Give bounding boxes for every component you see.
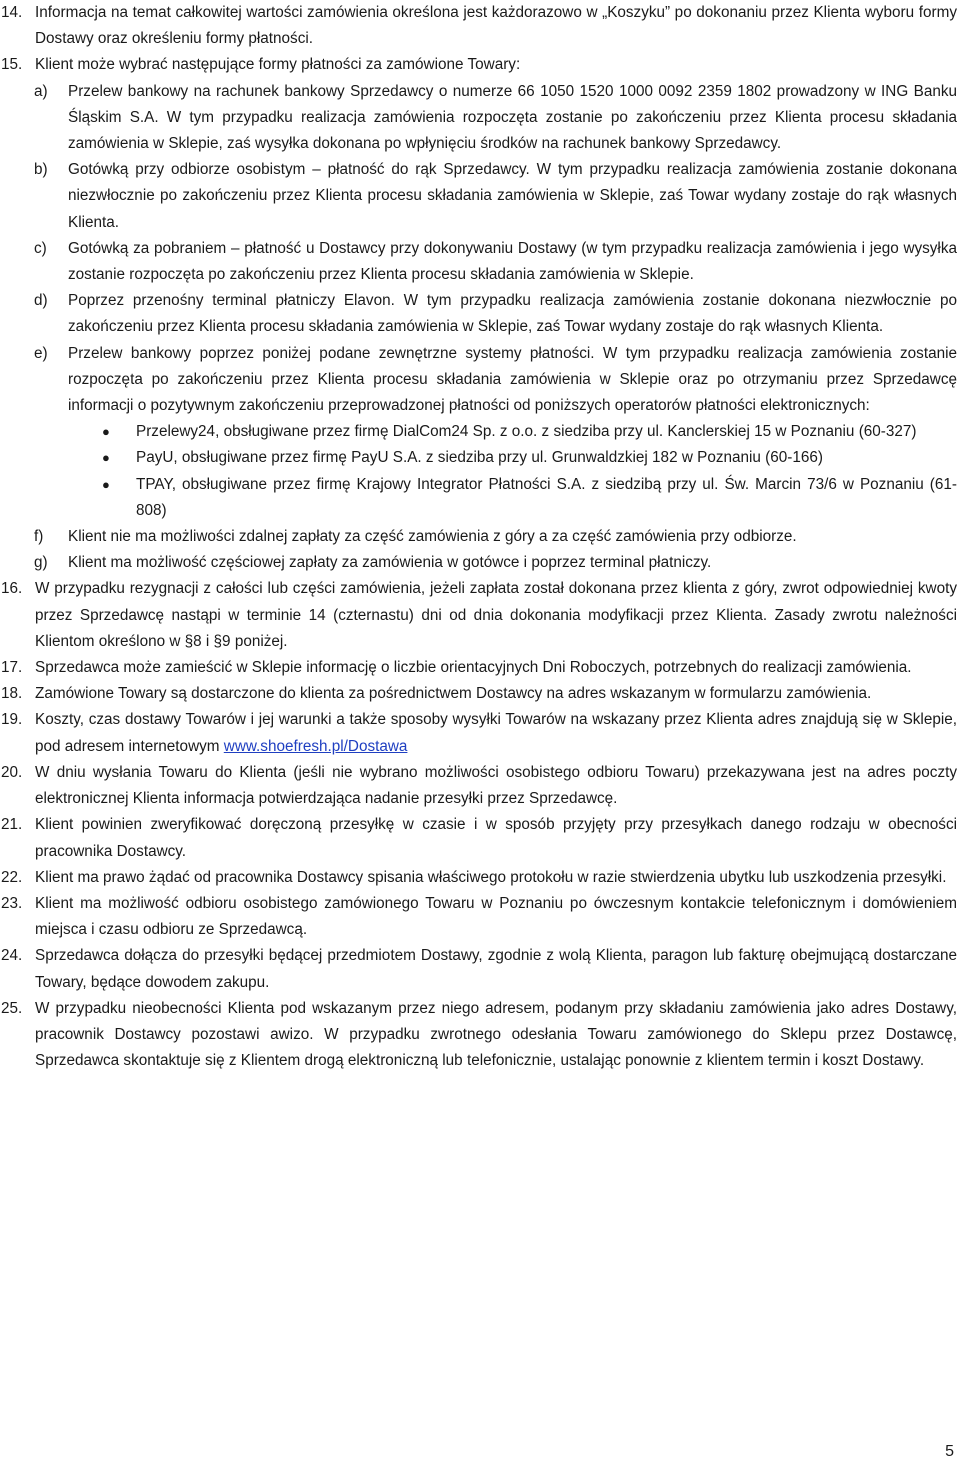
item-text: Klient ma możliwość odbioru osobistego zamówionego Towaru w Poznaniu po ówczesnym kontakcie telefonicznym i domówieniem miejsca i czasu odbioru ze Sprzedawcą. — [35, 894, 957, 939]
item-number: 25. — [1, 999, 23, 1017]
item-number: 22. — [1, 868, 23, 886]
item-text-body: Koszty, czas dostawy Towarów i jej warunki a także sposoby wysyłki Towarów na wskazany przez Klienta adres znajdują się w Sklepie, pod adresem internetowym — [35, 711, 957, 755]
item-number: 17. — [1, 659, 23, 677]
payment-option-b — [34, 157, 960, 236]
item-text — [35, 707, 960, 759]
page-number: 5 — [945, 1443, 954, 1460]
item-text: W przypadku rezygnacji z całości lub części zamówienia, jeżeli zapłata został dokonana przez klienta z góry, zwrot odpowiedniej kwoty przez Sprzedawcę nastąpi w terminie 14 (czternastu) dni od dnia dokonania modyfikacji przez Klienta. Zasady zwrotu należności Klientom określono w §8 i §9 poniżej. — [35, 580, 957, 650]
section-22 — [0, 865, 960, 891]
option-letter: e) — [34, 344, 48, 362]
bullet-icon: ● — [102, 424, 110, 440]
operator-text: Przelewy24, obsługiwane przez firmę DialCom24 Sp. z o.o. z siedziba przy ul. Kanclerskiej 15 w Poznaniu (60-327) — [136, 423, 917, 441]
item-text: Sprzedawca może zamieścić w Sklepie informację o liczbie orientacyjnych Dni Roboczych, potrzebnych do realizacji zamówienia. — [35, 659, 912, 677]
item-text: Klient może wybrać następujące formy płatności za zamówione Towary: — [35, 56, 521, 74]
section-24 — [0, 943, 960, 995]
operator-payu — [102, 445, 960, 471]
section-17 — [0, 655, 960, 681]
item-text: Klient powinien zweryfikować doręczoną przesyłkę w czasie i w sposób przyjęty przy przesyłkach danego rodzaju w obecności pracownika Dostawcy. — [35, 816, 957, 860]
item-number: 16. — [1, 580, 23, 598]
payment-option-g — [34, 550, 960, 576]
payment-option-a — [34, 79, 960, 158]
option-text: Gotówką za pobraniem – płatność u Dostawcy przy dokonywaniu Dostawy (w tym przypadku realizacja zamówienia i jego wysyłka zostanie rozpoczęta po zakończeniu przez Klienta procesu składania zamówienia w Sklepie. — [68, 239, 957, 284]
option-letter: b) — [34, 161, 48, 179]
option-text: Klient ma możliwość częściowej zapłaty za zamówienia w gotówce i poprzez terminal płatniczy. — [68, 554, 712, 572]
delivery-info-link[interactable]: www.shoefresh.pl/Dostawa — [223, 737, 408, 755]
section-15 — [0, 52, 960, 78]
item-text: Informacja na temat całkowitej wartości zamówienia określona jest każdorazowo w „Koszyku” po dokonaniu przez Klienta wyboru formy Dostawy oraz określeniu formy płatności. — [35, 4, 957, 48]
operator-text: TPAY, obsługiwane przez firmę Krajowy Integrator Płatności S.A. z siedzibą przy ul. Św. Marcin 73/6 w Poznaniu (61-808) — [136, 475, 957, 519]
option-text: Przelew bankowy na rachunek bankowy Sprzedawcy o numerze 66 1050 1520 1000 0092 2359 1802 prowadzony w ING Banku Śląskim S.A. W tym przypadku realizacja zamówienia rozpoczęta zostanie po zakończeniu przez Klienta procesu składania zamówienia w Sklepie, zaś wysyłka dokonana po wpłynięciu środków na rachunek bankowy Sprzedawcy. — [68, 82, 957, 153]
section-19 — [0, 707, 960, 759]
item-number: 18. — [1, 685, 23, 703]
item-text: W dniu wysłania Towaru do Klienta (jeśli nie wybrano możliwości osobistego odbioru Towaru) przekazywana jest na adres poczty elektronicznej Klienta informacja potwierdzająca nadanie przesyłki przez Sprzedawcę. — [35, 763, 957, 808]
option-text: Przelew bankowy poprzez poniżej podane zewnętrzne systemy płatności. W tym przypadku realizacja zamówienia zostanie rozpoczęta po zakończeniu przez Klienta procesu składania zamówienia w Sklepie oraz po otrzymaniu przez Sprzedawcę informacji o pozytywnym zakończeniu przeprowadzonej płatności od poniższych operatorów płatności elektronicznych: — [68, 344, 957, 415]
option-letter: f) — [34, 528, 44, 546]
section-20 — [0, 760, 960, 812]
item-number: 23. — [1, 894, 23, 912]
item-number: 21. — [1, 816, 23, 834]
operator-tpay — [102, 472, 960, 524]
item-text: Zamówione Towary są dostarczone do klienta za pośrednictwem Dostawcy na adres wskazanym w formularzu zamówienia. — [35, 685, 872, 703]
item-text: Sprzedawca dołącza do przesyłki będącej przedmiotem Dostawy, zgodnie z wolą Klienta, paragon lub fakturę obejmującą dostarczane Towary, będące dowodem zakupu. — [35, 947, 957, 991]
section-21 — [0, 812, 960, 864]
section-23 — [0, 891, 960, 943]
option-text: Poprzez przenośny terminal płatniczy Elavon. W tym przypadku realizacja zamówienia zostanie dokonana niezwłocznie po zakończeniu przez Klienta procesu składania zamówienia w Sklepie, zaś Towar wydany zostaje do rąk własnych Klienta. — [68, 292, 957, 336]
option-letter: a) — [34, 82, 48, 100]
option-text: Gotówką przy odbiorze osobistym – płatność do rąk Sprzedawcy. W tym przypadku realizacja zamówienia zostanie dokonana niezwłocznie po zakończeniu przez Klienta procesu składania zamówienia w Sklepie, zaś Towar wydany zostaje do rąk własnych Klienta. — [68, 161, 957, 231]
section-18 — [0, 681, 960, 707]
section-14 — [0, 0, 960, 52]
operator-text: PayU, obsługiwane przez firmę PayU S.A. z siedziba przy ul. Grunwaldzkiej 182 w Poznaniu (60-166) — [136, 449, 823, 467]
operator-przelewy24 — [102, 419, 960, 445]
section-16 — [0, 576, 960, 655]
option-letter: c) — [34, 239, 47, 257]
item-number: 15. — [1, 56, 23, 74]
payment-option-d — [34, 288, 960, 340]
item-text: W przypadku nieobecności Klienta pod wskazanym przez niego adresem, podanym przy składaniu zamówienia jako adres Dostawy, pracownik Dostawcy pozostawi awizo. W przypadku zwrotnego odesłania Towaru zamówionego do Sklepu przez Dostawcę, Sprzedawca skontaktuje się z Klientem drogą elektroniczną lub telefonicznie, ustalając ponownie z klientem termin i koszt Dostawy. — [35, 999, 957, 1070]
item-number: 24. — [1, 947, 23, 965]
bullet-icon: ● — [102, 476, 110, 492]
option-letter: d) — [34, 292, 48, 310]
section-25 — [0, 996, 960, 1075]
item-number: 20. — [1, 763, 23, 781]
item-number: 14. — [1, 4, 23, 21]
option-letter: g) — [34, 554, 48, 572]
option-text: Klient nie ma możliwości zdalnej zapłaty za część zamówienia z góry a za część zamówienia przy odbiorze. — [68, 528, 797, 546]
item-text: Klient ma prawo żądać od pracownika Dostawcy spisania właściwego protokołu w razie stwierdzenia ubytku lub uszkodzenia przesyłki. — [35, 868, 947, 886]
item-number: 19. — [1, 711, 23, 729]
payment-option-e — [34, 341, 960, 420]
bullet-icon: ● — [102, 450, 110, 466]
payment-option-f — [34, 524, 960, 550]
payment-option-c — [34, 236, 960, 288]
